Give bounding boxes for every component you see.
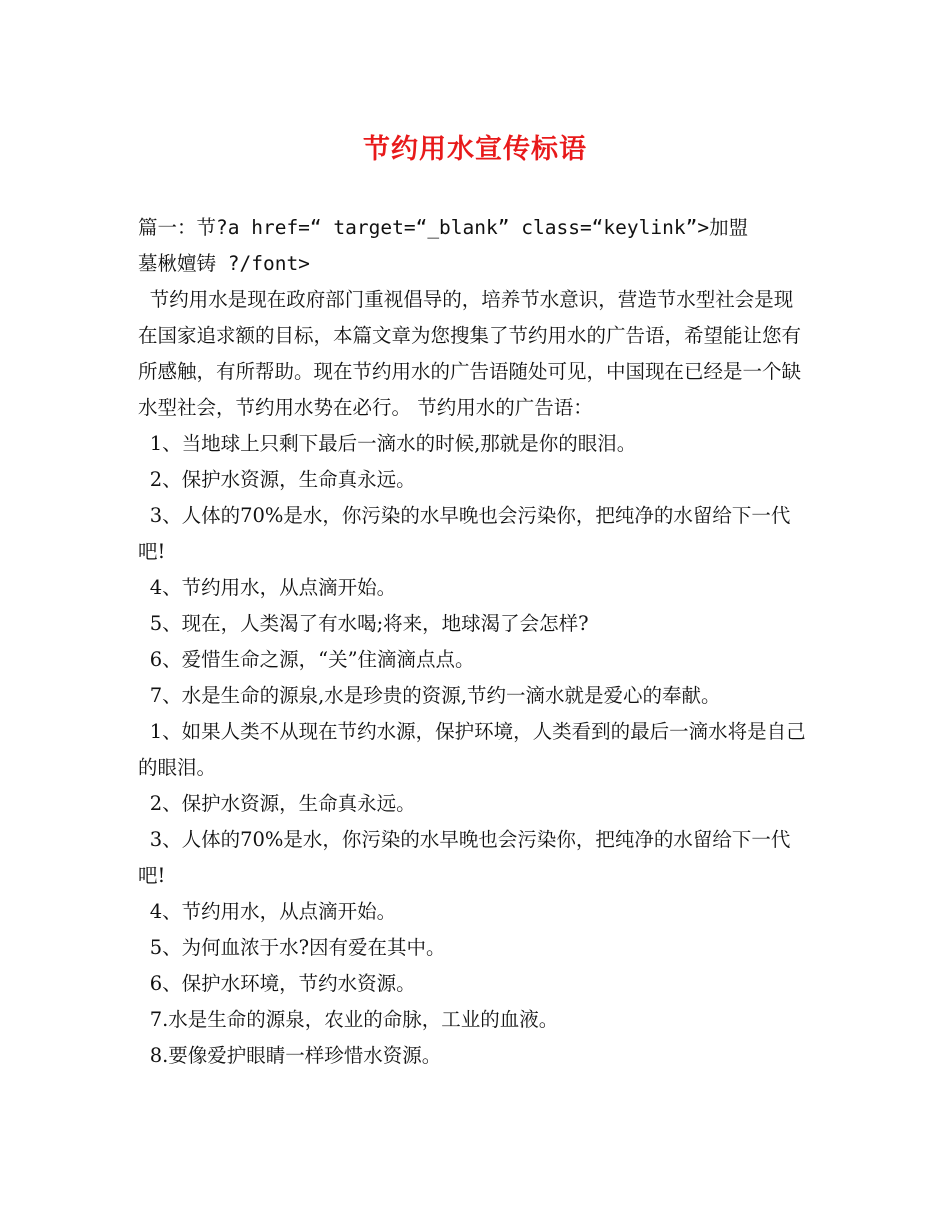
list-item: 3、人体的70%是水，你污染的水早晚也会污染你，把纯净的水留给下一代吧! [138,504,791,563]
list-item: 1、当地球上只剩下最后一滴水的时候,那就是你的眼泪。 [149,432,637,455]
document-title: 节约用水宣传标语 [363,134,587,165]
list-item: 1、如果人类不从现在节约水源，保护环境，人类看到的最后一滴水将是自己的眼泪。 [138,720,806,779]
list-item: 5、为何血浓于水?因有爱在其中。 [149,936,446,959]
list-item: 5、现在，人类渴了有水喝;将来，地球渴了会怎样? [149,612,589,635]
document-body [138,210,812,1074]
heading-line-1: 篇一：节?a href=“ target=“_blank” class=“keylink”>加盟 [138,216,749,239]
list-item: 3、人体的70%是水，你污染的水早晚也会污染你，把纯净的水留给下一代吧! [138,828,791,887]
list-item: 4、节约用水，从点滴开始。 [149,900,397,923]
intro-paragraph: 节约用水是现在政府部门重视倡导的，培养节水意识，营造节水型社会是现在国家追求额的目标，本篇文章为您搜集了节约用水的广告语，希望能让您有所感触，有所帮助。现在节约用水的广告语随处可见，中国现在已经是一个缺水型社会，节约用水势在必行。 节约用水的广告语： [138,288,802,419]
list-item: 2、保护水资源，生命真永远。 [149,468,416,491]
list-item: 6、保护水环境，节约水资源。 [149,972,416,995]
list-item: 4、节约用水，从点滴开始。 [149,576,397,599]
list-item: 6、爱惜生命之源，“关”住滴滴点点。 [149,648,475,671]
list-item: 7.水是生命的源泉，农业的命脉，工业的血液。 [149,1008,559,1031]
list-item: 2、保护水资源，生命真永远。 [149,792,416,815]
list-item: 8.要像爱护眼睛一样珍惜水资源。 [149,1044,442,1067]
heading-line-2: 墓楸嬗铸 ?/font> [138,252,310,275]
list-item: 7、水是生命的源泉,水是珍贵的资源,节约一滴水就是爱心的奉献。 [149,684,721,707]
